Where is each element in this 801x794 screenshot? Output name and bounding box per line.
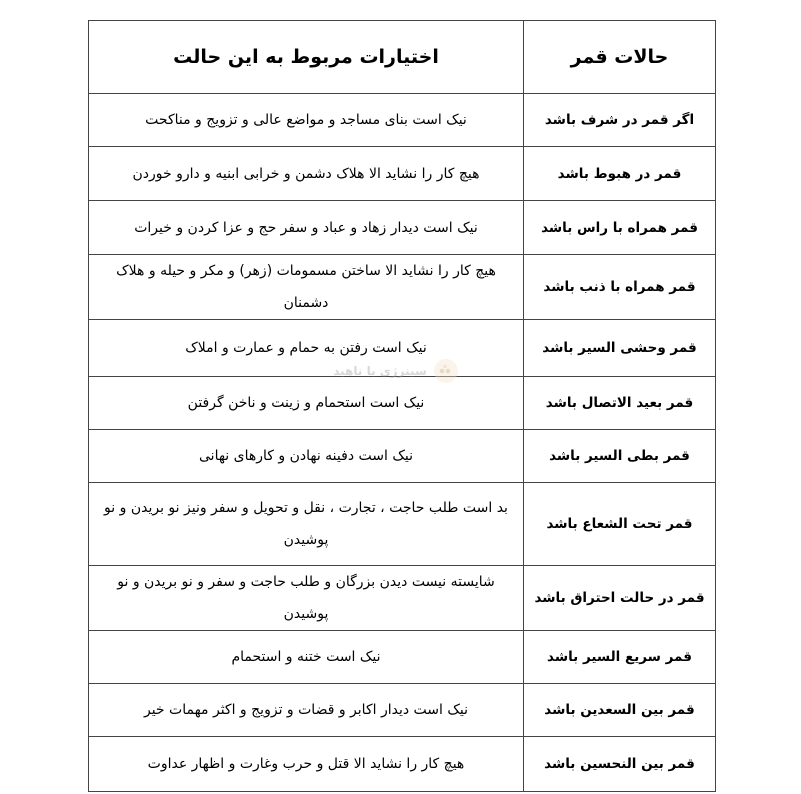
state-cell: قمر سریع السیر باشد <box>524 631 716 684</box>
table-row <box>89 430 716 483</box>
table-row <box>89 377 716 430</box>
state-cell: قمر وحشی السیر باشد <box>524 320 716 377</box>
table-row <box>89 94 716 147</box>
table-row <box>89 320 716 377</box>
state-cell: قمر در حالت احتراق باشد <box>524 566 716 631</box>
table-header-row <box>89 21 716 94</box>
state-cell: قمر در هبوط باشد <box>524 147 716 201</box>
effect-cell: نیک است ختنه و استحمام <box>89 631 524 684</box>
effect-cell: بد است طلب حاجت ، تجارت ، نقل و تحویل و سفر ونیز نو بریدن و نو پوشیدن <box>89 483 524 566</box>
effect-cell: شایسته نیست دیدن بزرگان و طلب حاجت و سفر و نو بریدن و نو پوشیدن <box>89 566 524 631</box>
state-cell: قمر همراه با ذنب باشد <box>524 255 716 320</box>
effect-cell: هیچ کار را نشاید الا هلاک دشمن و خرابی ابنیه و دارو خوردن <box>89 147 524 201</box>
effect-cell: هیچ کار را نشاید الا ساختن مسمومات (زهر) و مکر و حیله و هلاک دشمنان <box>89 255 524 320</box>
table-row <box>89 631 716 684</box>
table-row <box>89 201 716 255</box>
effect-cell: نیک است رفتن به حمام و عمارت و املاک <box>89 320 524 377</box>
header-effect: اختیارات مربوط به این حالت <box>89 21 524 94</box>
state-cell: قمر بین النحسین باشد <box>524 737 716 792</box>
effect-cell: نیک است دفینه نهادن و کارهای نهانی <box>89 430 524 483</box>
table-row <box>89 147 716 201</box>
state-cell: قمر بین السعدین باشد <box>524 684 716 737</box>
state-cell: قمر بطی السیر باشد <box>524 430 716 483</box>
effect-cell: نیک است دیدار اکابر و قضات و تزویج و اکثر مهمات خیر <box>89 684 524 737</box>
table-row <box>89 483 716 566</box>
moon-states-table <box>88 20 716 792</box>
effect-cell: نیک است بنای مساجد و مواضع عالی و تزویج و مناکحت <box>89 94 524 147</box>
table-row <box>89 255 716 320</box>
table-row <box>89 684 716 737</box>
header-state: حالات قمر <box>524 21 716 94</box>
state-cell: اگر قمر در شرف باشد <box>524 94 716 147</box>
state-cell: قمر همراه با راس باشد <box>524 201 716 255</box>
watermark-text: سینرژی با ناهید <box>333 364 427 378</box>
state-cell: قمر تحت الشعاع باشد <box>524 483 716 566</box>
effect-cell: نیک است استحمام و زینت و ناخن گرفتن <box>89 377 524 430</box>
effect-cell: هیچ کار را نشاید الا قتل و حرب وغارت و اظهار عداوت <box>89 737 524 792</box>
table-row <box>89 737 716 792</box>
table-row <box>89 566 716 631</box>
state-cell: قمر بعید الاتصال باشد <box>524 377 716 430</box>
effect-cell: نیک است دیدار زهاد و عباد و سفر حج و عزا کردن و خیرات <box>89 201 524 255</box>
